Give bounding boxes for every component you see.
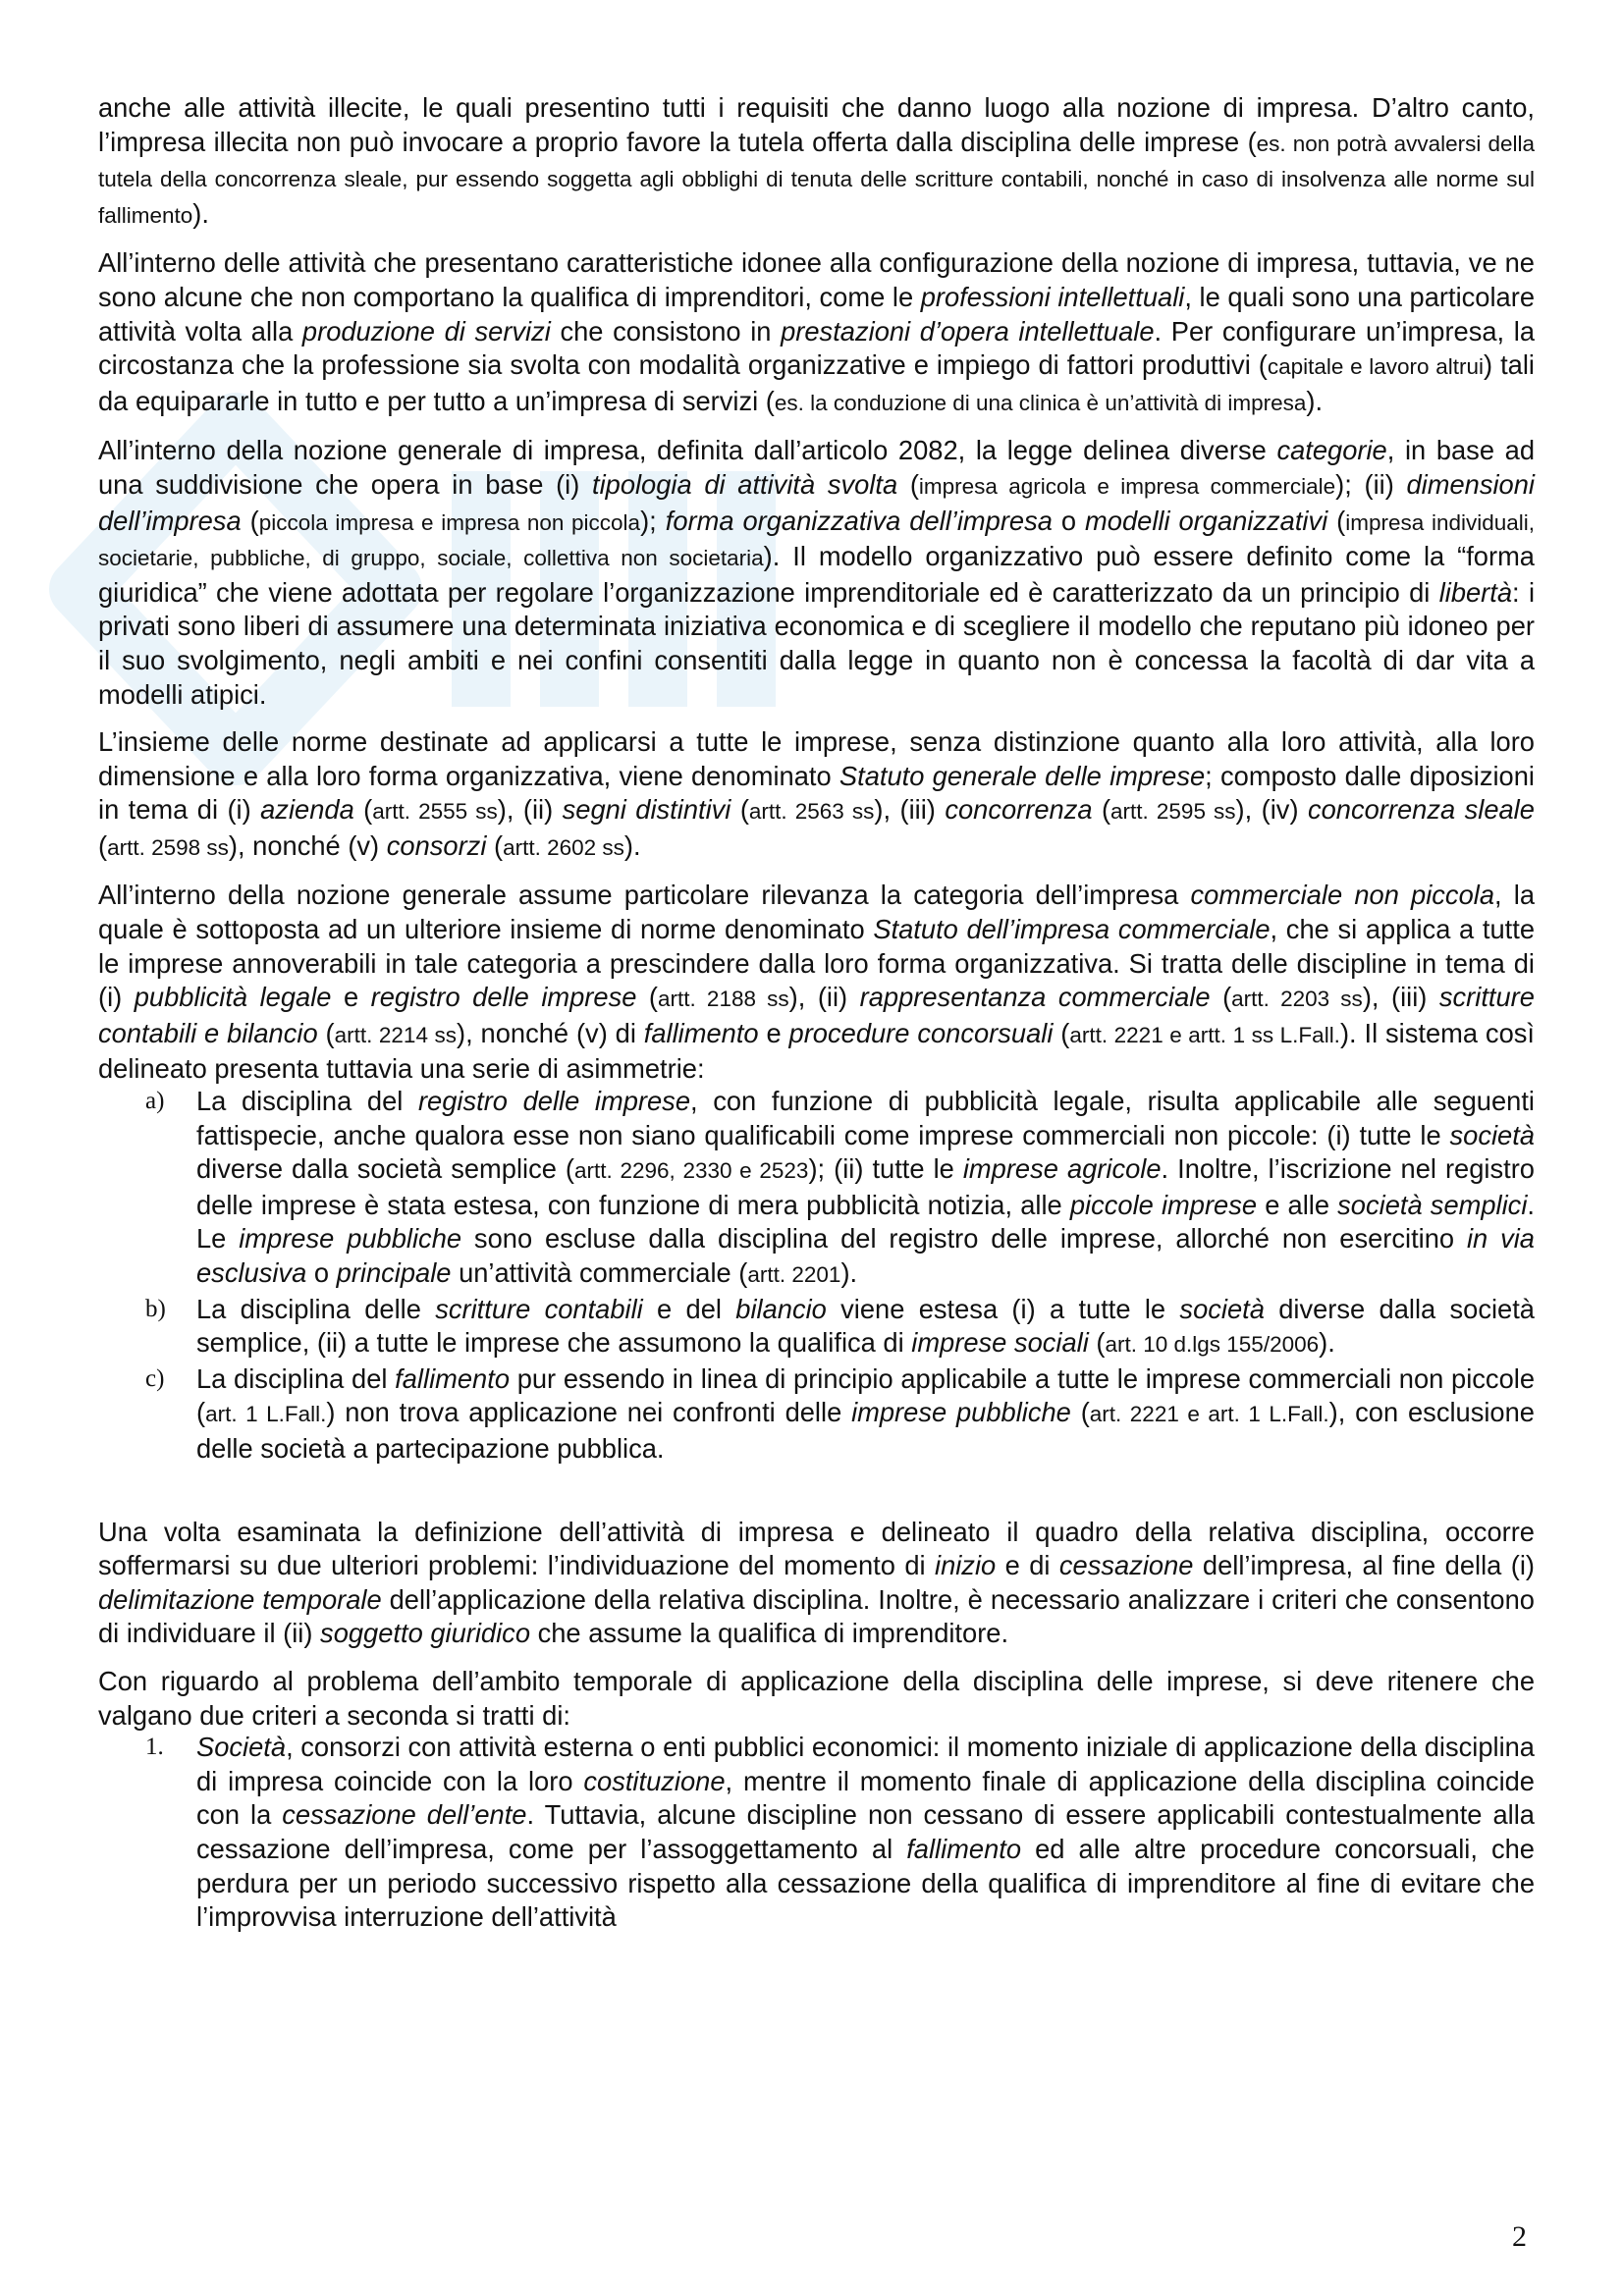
paragraph-illicit-enterprise: anche alle attività illecite, le quali presentino tutti i requisiti che danno luogo alla nozione di impresa. D’altro canto, l’impresa illecita non può invocare a proprio favore la tutela offerta dalla disciplina delle imprese (es. non potrà avvalersi della tutela della concorrenza sleale, pur essendo soggetta agli obblighi di tenuta delle scritture contabili, nonché in caso di insolvenza alle norme sul fallimento). <box>98 92 1535 229</box>
list-item-1: 1. Società, consorzi con attività esterna o enti pubblici economici: il momento iniziale di applicazione della disciplina di impresa coincide con la loro costituzione, mentre il momento finale di applicazione della disciplina coincide con la cessazione dell’ente. Tuttavia, alcune discipline non cessano di essere applicabili contestualmente alla cessazione dell’impresa, come per l’assoggettamento al fallimento ed alle altre procedure concorsuali, che perdura per un periodo successivo rispetto alla cessazione della qualifica di imprenditore al fine di evitare che l’improvvisa interruzione dell’attività <box>145 1732 1535 1933</box>
list-marker: a) <box>145 1088 165 1115</box>
list-marker: c) <box>145 1364 165 1392</box>
list-item-b: b) La disciplina delle scritture contabili e del bilancio viene estesa (i) a tutte le società diverse dalla società semplice, (ii) a tutte le imprese che assumono la qualifica di imprese sociali (art. 10 d.lgs 155/2006). <box>145 1293 1535 1359</box>
list-item-c: c) La disciplina del fallimento pur essendo in linea di principio applicabile a tutte le imprese commerciali non piccole (art. 1 L.Fall.) non trova applicazione nei confronti delle imprese pubbliche (art. 2221 e art. 1 L.Fall.), con esclusione delle società a partecipazione pubblica. <box>145 1362 1535 1464</box>
paragraph-categories: All’interno della nozione generale di impresa, definita dall’articolo 2082, la legge delinea diverse categorie, in base ad una suddivisione che opera in base (i) tipologia di attività svolta (impresa agricola e impresa commerciale); (ii) dimensioni dell’impresa (piccola impresa e impresa non piccola); forma organizzativa dell’impresa o modelli organizzativi (impresa individuali, societarie, pubbliche, di gruppo, sociale, collettiva non societaria). Il modello organizzativo può essere definito come la “forma giuridica” che viene adottata per regolare l’organizzazione imprenditoriale ed è caratterizzato da un principio di libertà: i privati sono liberi di assumere una determinata iniziativa economica e di scegliere il modello che reputano più idoneo per il suo svolgimento, negli ambiti e nei confini consentiti dalla legge in quanto non è concessa la facoltà di dar vita a modelli atipici. <box>98 435 1536 710</box>
paragraph-start-end: Una volta esaminata la definizione dell’attività di impresa e delineato il quadro della relativa disciplina, occorre soffermarsi su due ulteriori problemi: l’individuazione del momento di inizio e di cessazione dell’impresa, al fine della (i) delimitazione temporale dell’applicazione della relativa disciplina. Inoltre, è necessario analizzare i criteri che consentono di individuare il (ii) soggetto giuridico che assume la qualifica di imprenditore. <box>98 1516 1535 1649</box>
document-page <box>98 91 1535 1949</box>
page-number: 2 <box>1512 2220 1527 2253</box>
list-item-a: a) La disciplina del registro delle imprese, con funzione di pubblicità legale, risulta applicabile alle seguenti fattispecie, anche qualora esse non siano qualificabili come imprese commerciali non piccole: (i) tutte le società diverse dalla società semplice (artt. 2296, 2330 e 2523); (ii) tutte le imprese agricole. Inoltre, l’iscrizione nel registro delle imprese è stata estesa, con funzione di mera pubblicità notizia, alle piccole imprese e alle società semplici. Le imprese pubbliche sono escluse dalla disciplina del registro delle imprese, allorché non esercitino in via esclusiva o principale un’attività commerciale (artt. 2201). <box>145 1086 1535 1288</box>
list-marker: b) <box>145 1295 166 1322</box>
paragraph-temporal-scope: Con riguardo al problema dell’ambito temporale di applicazione della disciplina delle imprese, si deve ritenere che valgano due criteri a seconda si tratti di: <box>98 1665 1535 1731</box>
criteria-list <box>98 1731 1535 1935</box>
paragraph-intellectual-professions: All’interno delle attività che presentano caratteristiche idonee alla configurazione della nozione di impresa, tuttavia, ve ne sono alcune che non comportano la qualifica di imprenditori, come le professioni intellettuali, le quali sono una particolare attività volta alla produzione di servizi che consistono in prestazioni d’opera intellettuale. Per configurare un’impresa, la circostanza che la professione sia svolta con modalità organizzative e impiego di fattori produttivi (capitale e lavoro altrui) tali da equipararle in tutto e per tutto a un’impresa di servizi (es. la conduzione di una clinica è un’attività di impresa). <box>98 247 1535 416</box>
asymmetries-list <box>98 1085 1535 1467</box>
paragraph-commercial-statute: All’interno della nozione generale assume particolare rilevanza la categoria dell’impresa commerciale non piccola, la quale è sottoposta ad un ulteriore insieme di norme denominato Statuto dell’impresa commerciale, che si applica a tutte le imprese annoverabili in tale categoria a prescindere dalla loro forma organizzativa. Si tratta delle discipline in tema di (i) pubblicità legale e registro delle imprese (artt. 2188 ss), (ii) rappresentanza commerciale (artt. 2203 ss), (iii) scritture contabili e bilancio (artt. 2214 ss), nonché (v) di fallimento e procedure concorsuali (artt. 2221 e artt. 1 ss L.Fall.). Il sistema così delineato presenta tuttavia una serie di asimmetrie: <box>98 880 1536 1085</box>
list-marker: 1. <box>145 1734 164 1761</box>
paragraph-general-statute: L’insieme delle norme destinate ad applicarsi a tutte le imprese, senza distinzione quanto alla loro attività, alla loro dimensione e alla loro forma organizzativa, viene denominato Statuto generale delle imprese; composto dalle diposizioni in tema di (i) azienda (artt. 2555 ss), (ii) segni distintivi (artt. 2563 ss), (iii) concorrenza (artt. 2595 ss), (iv) concorrenza sleale (artt. 2598 ss), nonché (v) consorzi (artt. 2602 ss). <box>98 726 1535 861</box>
